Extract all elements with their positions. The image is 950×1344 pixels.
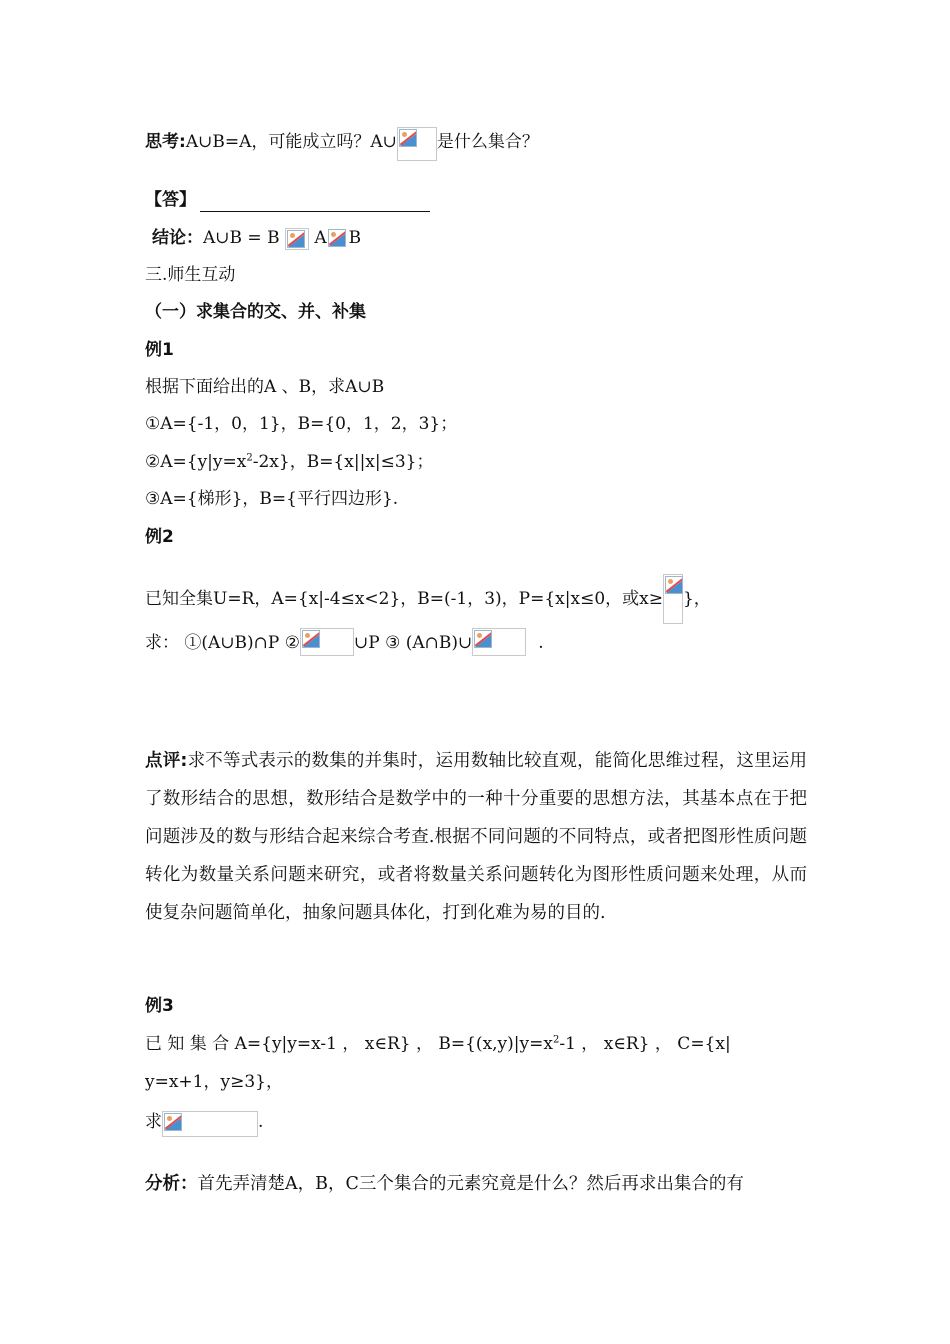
think-label: 思考: bbox=[145, 132, 186, 152]
example2-ask bbox=[145, 628, 544, 656]
formula-image-icon bbox=[472, 628, 526, 656]
example1-item2 bbox=[145, 450, 433, 474]
formula-image-icon bbox=[300, 628, 354, 656]
conclusion-text: A∪B = B bbox=[203, 228, 280, 248]
example2-label: 例2 bbox=[145, 527, 174, 547]
example2-given bbox=[145, 574, 711, 624]
example3-given-a: 已 知 集 合 A={y|y=x-1 ， x∈R} ， B={(x,y)|y=x bbox=[145, 1034, 553, 1054]
example2-ask-3: . bbox=[538, 633, 544, 653]
answer-line bbox=[145, 188, 430, 212]
conclusion-text-a: A bbox=[314, 228, 327, 248]
analysis-label: 分析： bbox=[145, 1174, 198, 1194]
example3-ask bbox=[145, 1110, 263, 1137]
example3-label: 例3 bbox=[145, 996, 174, 1016]
comment-text: 求不等式表示的数集的并集时，运用数轴比较直观，能简化思维过程，这里运用了数形结合的思想，数形结合是数学中的一种十分重要的思想方法，其基本点在于把问题涉及的数与形结合起来综合考查.根据不同问题的不同特点，或者把图形性质问题转化为数量关系问题来研究，或者将数量关系问题转化为图形性质问题来处理，从而使复杂问题简单化，抽象问题具体化，打到化难为易的目的. bbox=[145, 751, 807, 923]
example3-ask-text: 求 bbox=[145, 1112, 162, 1132]
example2-given-end: }， bbox=[682, 589, 711, 609]
example1-prompt: 根据下面给出的A 、B，求A∪B bbox=[145, 377, 385, 397]
formula-image-icon bbox=[285, 228, 309, 250]
conclusion-label: 结论： bbox=[152, 228, 203, 248]
comment-paragraph bbox=[145, 742, 807, 932]
analysis-text: 首先弄清楚A，B，C三个集合的元素究竟是什么？然后再求出集合的有 bbox=[197, 1174, 744, 1194]
example2-ask-2: ∪P ③ (A∩B)∪ bbox=[354, 633, 473, 653]
example1-item2-a: ②A={y|y=x bbox=[145, 452, 247, 472]
subsection-title: （一）求集合的交、并、补集 bbox=[145, 302, 366, 322]
formula-image-icon bbox=[397, 127, 437, 161]
answer-blank bbox=[200, 193, 430, 212]
example2-given-text: 已知全集U=R，A={x|-4≤x<2}，B=(-1，3)，P={x|x≤0，或x≥ bbox=[145, 589, 663, 609]
example1-label: 例1 bbox=[145, 340, 174, 360]
example3-ask-end: . bbox=[258, 1112, 264, 1132]
section-title: 三.师生互动 bbox=[145, 265, 236, 285]
comment-label: 点评: bbox=[145, 751, 188, 771]
example1-item3: ③A={梯形}，B={平行四边形}. bbox=[145, 489, 399, 509]
example1-item2-sup: 2 bbox=[246, 452, 253, 464]
think-line bbox=[145, 127, 539, 161]
conclusion-line bbox=[152, 226, 361, 250]
example1-item2-b: -2x}，B={x||x|≤3}； bbox=[252, 452, 434, 472]
example1-item1: ①A={-1，0，1}，B={0，1，2，3}； bbox=[145, 414, 458, 434]
conclusion-text-b: B bbox=[348, 228, 362, 248]
answer-label: 【答】 bbox=[145, 190, 196, 210]
example3-given bbox=[145, 1032, 731, 1056]
example3-given-sup: 2 bbox=[552, 1034, 560, 1046]
think-text-end: 是什么集合？ bbox=[436, 132, 539, 152]
example3-given-line2: y=x+1，y≥3}， bbox=[145, 1072, 283, 1092]
formula-image-icon bbox=[327, 228, 349, 250]
example3-given-b: -1 ， x∈R} ， C={x| bbox=[559, 1034, 731, 1054]
example2-ask-1: 求： ①(A∪B)∩P ② bbox=[145, 633, 301, 653]
analysis-line bbox=[145, 1172, 744, 1196]
formula-image-icon bbox=[162, 1111, 258, 1137]
think-text: A∪B=A，可能成立吗？A∪ bbox=[185, 132, 397, 152]
formula-image-icon bbox=[663, 574, 683, 624]
